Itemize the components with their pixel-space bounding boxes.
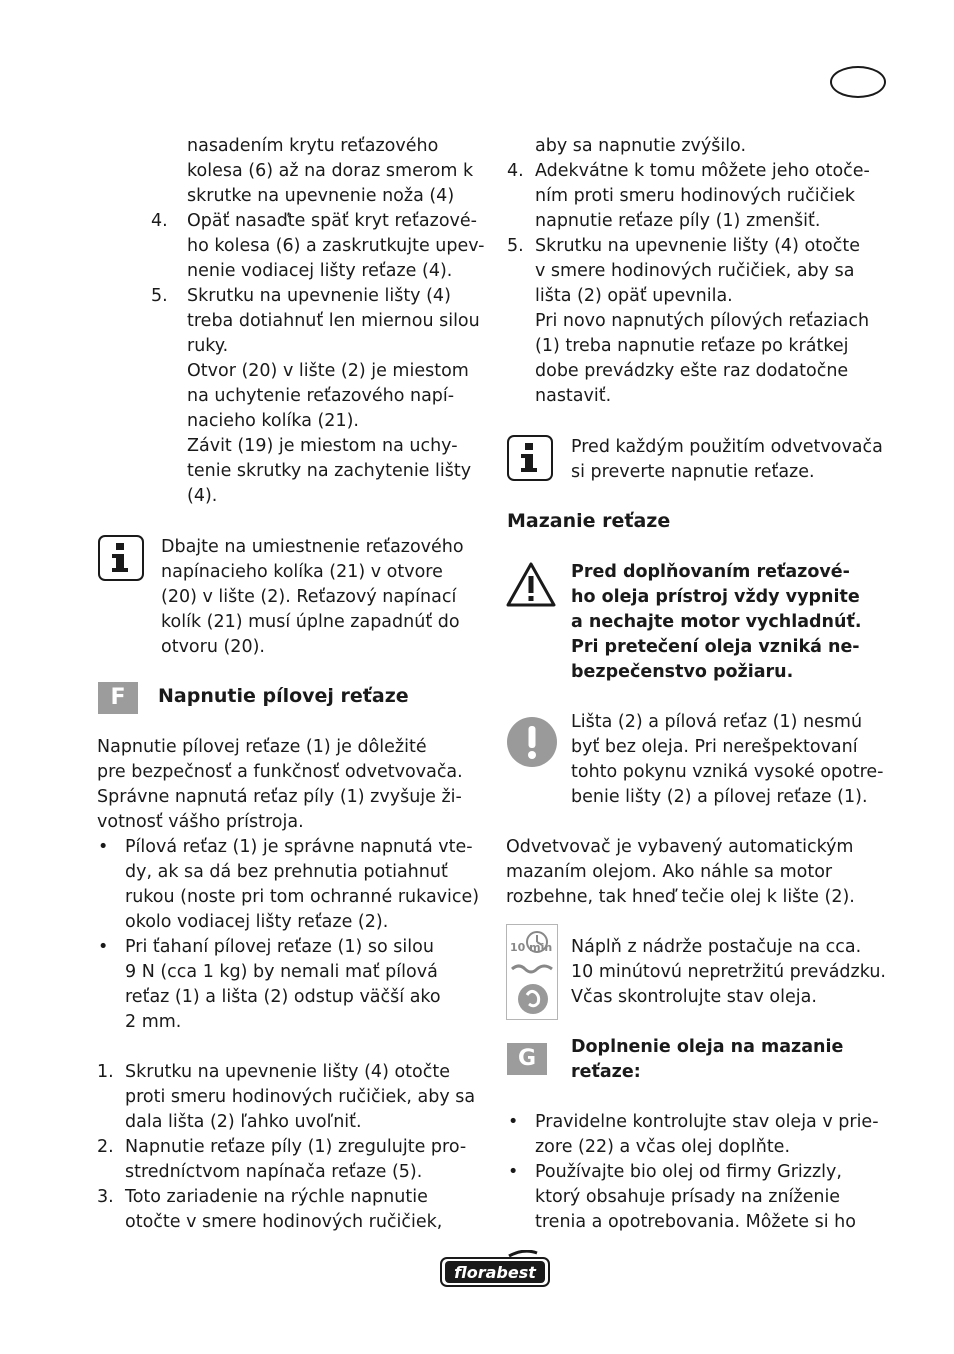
chain-lubrication-heading: Mazanie reťaze (507, 510, 671, 532)
svg-text:florabest: florabest (454, 1263, 536, 1282)
right-continuation: aby sa napnutie zvýšilo. (535, 136, 747, 156)
info-icon (98, 535, 144, 581)
svg-text:10 min: 10 min (510, 941, 553, 954)
note-tank-capacity: Náplň z nádrže postačuje na cca. 10 minútovú nepretržitú prevádzku. Včas skontrolujte stav oleja. (571, 937, 886, 1007)
oil-duration-icon (506, 924, 558, 1020)
note-check-tension: Pred každým použitím odvetvovača si preverte napnutie reťaze. (571, 437, 883, 482)
caution-oil-required: Lišta (2) a pílová reťaz (1) nesmú byť bez oleja. Pri nerešpektovaní tohto pokynu vzniká vysoké opotre- benie lišty (2) a pílovej reťaze (1). (571, 712, 884, 807)
note-chain-pin: Dbajte na umiestnenie reťazového napínacieho kolíka (21) v otvore (20) v lište (2). Reťazový napínací kolík (21) musí úplne zapadnúť do otvoru (20). (161, 537, 464, 657)
section-g-title: Doplnenie oleja na mazanie reťaze: (571, 1037, 844, 1082)
info-icon (507, 435, 553, 481)
section-g-badge: G (507, 1043, 547, 1075)
florabest-logo (439, 1250, 551, 1288)
exclamation-circle-icon (506, 716, 558, 768)
warning-oil-refill: Pred doplňovaním reťazové- ho oleja prístroj vždy vypnite a nechajte motor vychladnúť. Pri pretečení oleja vzniká ne- bezpečenstvo požiaru. (571, 562, 862, 682)
chain-tension-intro: Napnutie pílovej reťaze (1) je dôležité pre bezpečnosť a funkčnosť odvetvovača. Správne napnutá reťaz píly (1) zvyšuje ži- votnosť vášho prístroja. (97, 737, 463, 832)
language-badge (830, 66, 886, 98)
left-continuation: nasadením krytu reťazového kolesa (6) až na doraz smerom k skrutke na upevnenie noža (4) (187, 136, 474, 206)
auto-lubrication-paragraph: Odvetvovač je vybavený automatickým mazaním olejom. Ako náhle sa motor rozbehne, tak hneď tečie olej k lište (2). (506, 837, 855, 907)
warning-triangle-icon (505, 560, 557, 608)
section-f-badge: F (98, 682, 138, 714)
section-f-title: Napnutie pílovej reťaze (158, 685, 409, 707)
